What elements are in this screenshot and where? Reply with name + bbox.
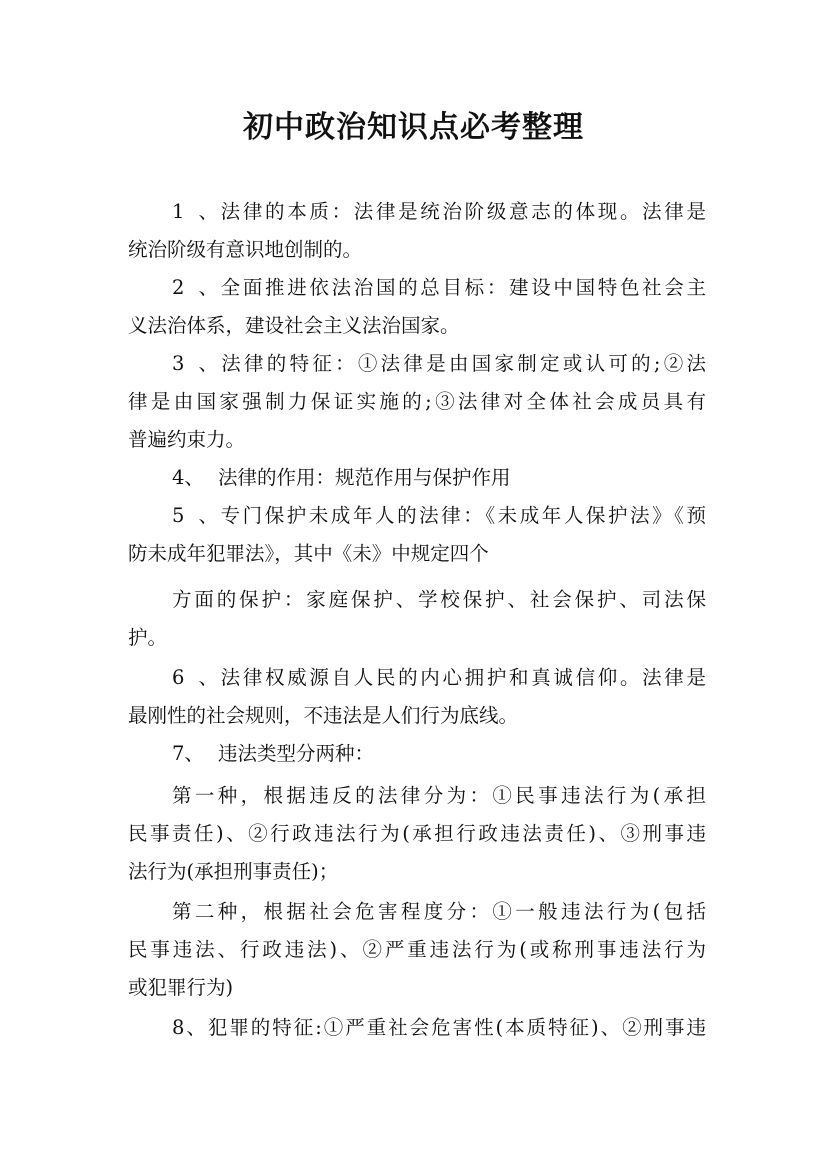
line-text: 民事违法、行政违法)、②严重违法行为(或称刑事违法行为 (128, 938, 706, 961)
line-text: 统治阶级有意识地创制的。 (128, 238, 363, 261)
paragraph-line (172, 344, 706, 384)
paragraph-line (172, 734, 374, 774)
line-text: 第一种，根据违反的法律分为：①民事违法行为(承担 (172, 784, 706, 807)
paragraph-line (172, 496, 706, 536)
item-number: 4、 (172, 466, 204, 489)
line-text: 或犯罪行为) (128, 976, 234, 999)
line-text: 最刚性的社会规则，不违法是人们行为底线。 (128, 704, 519, 727)
line-text: 第二种，根据社会危害程度分：①一般违法行为(包括 (172, 900, 706, 923)
line-text: 专门保护未成年人的法律：《未成年人保护法》《预 (218, 504, 706, 527)
line-text: 法律的特征：①法律是由国家制定或认可的;②法 (218, 352, 706, 375)
line-text: 民事责任)、②行政违法行为(承担行政违法责任)、③刑事违 (128, 822, 706, 845)
line-text: 全面推进依法治国的总目标：建设中国特色社会主 (218, 276, 706, 299)
paragraph-line (128, 230, 362, 270)
paragraph-line (172, 458, 511, 498)
paragraph-line (128, 814, 706, 854)
line-text: 法律的作用：规范作用与保护作用 (218, 466, 511, 489)
paragraph-line (128, 382, 706, 422)
paragraph-line (128, 420, 245, 460)
line-text: 方面的保护：家庭保护、学校保护、社会保护、司法保 (172, 588, 706, 611)
paragraph-line (172, 776, 706, 816)
paragraph-line (128, 968, 233, 1008)
paragraph-line (128, 306, 460, 346)
item-number: 3、 (172, 352, 218, 375)
item-number: 5、 (172, 504, 218, 527)
paragraph-line (172, 892, 706, 932)
paragraph-line (128, 618, 167, 658)
line-text: 法律的本质：法律是统治阶级意志的体现。法律是 (218, 200, 706, 223)
item-number: 2、 (172, 276, 218, 299)
line-text: 8、犯罪的特征:①严重社会危害性(本质特征)、②刑事违 (172, 1016, 706, 1039)
line-text: 防未成年犯罪法》，其中《未》中规定四个 (128, 542, 489, 565)
line-text: 法行为(承担刑事责任)； (128, 860, 339, 883)
line-text: 律是由国家强制力保证实施的;③法律对全体社会成员具有 (128, 390, 706, 413)
page-title: 初中政治知识点必考整理 (243, 110, 584, 145)
paragraph-line (128, 852, 338, 892)
line-text: 法律权威源自人民的内心拥护和真诚信仰。法律是 (218, 666, 706, 689)
paragraph-line (128, 534, 489, 574)
paragraph-line (172, 658, 706, 698)
paragraph-line (128, 930, 706, 970)
line-text: 普遍约束力。 (128, 428, 246, 451)
item-number: 7、 (172, 742, 204, 765)
line-text: 义法治体系，建设社会主义法治国家。 (128, 314, 460, 337)
item-number: 6、 (172, 666, 218, 689)
paragraph-line (172, 192, 706, 232)
paragraph-line (128, 696, 518, 736)
paragraph-line (172, 268, 706, 308)
line-text: 护。 (128, 626, 168, 649)
paragraph-line (172, 580, 706, 620)
paragraph-line (172, 1008, 706, 1048)
line-text: 违法类型分两种： (218, 742, 375, 765)
item-number: 1、 (172, 200, 218, 223)
